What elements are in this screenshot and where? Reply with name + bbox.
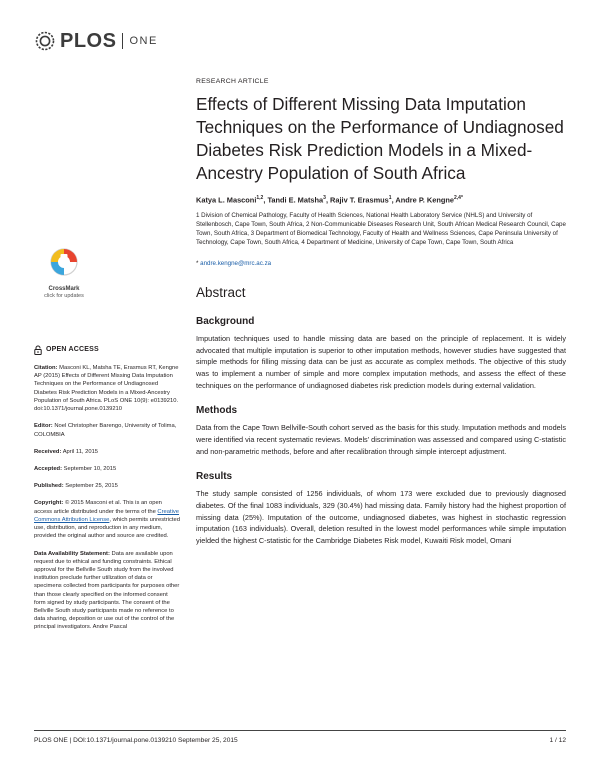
plos-one-logo <box>34 30 158 52</box>
corresponding-email <box>196 260 566 267</box>
copyright-label: Copyright: <box>34 500 64 507</box>
article-type: RESEARCH ARTICLE <box>196 78 269 85</box>
copyright-block <box>34 499 180 540</box>
editor-block <box>34 422 180 438</box>
accepted-label: Accepted: <box>34 465 63 472</box>
affiliations: 1 Division of Chemical Pathology, Faculty of Health Sciences, National Health Laboratory Service (NHLS) and University of Stellenbosch, Cape Town, South Africa, 2 Non-Communicable Diseases Research Unit, South African Medical Research Council, Cape Town, South Africa, 3 Department of Biomedical Technology, Faculty of Health and Wellness Sciences, Cape Peninsula University of Technology, Cape Town, South Africa, 4 Department of Medicine, University of Cape Town, Cape Town, South Africa <box>196 211 566 246</box>
published-label: Published: <box>34 483 64 490</box>
results-heading: Results <box>196 471 233 483</box>
availability-label: Data Availability Statement: <box>34 550 110 557</box>
logo-divider <box>122 33 123 49</box>
editor-text: Noel Christopher Barengo, University of Tolima, COLOMBIA <box>34 423 177 438</box>
article-main <box>196 78 566 561</box>
open-access-label: OPEN ACCESS <box>46 346 99 354</box>
author-name: Tandi E. Matsha <box>267 194 324 204</box>
published-date: September 25, 2015 <box>65 483 118 490</box>
open-access-badge <box>34 345 180 355</box>
received-label: Received: <box>34 448 62 455</box>
background-text: Imputation techniques used to handle missing data are based on the principle of replacement. It is widely advocated that multiple imputation is superior to other imputation methods, however studies have suggested that simple methods for filling missing data can be just as accurate as complex methods. The objective of this study was to implement a number of simple and more complex imputation methods, and assess the effect of these techniques on the performance of undiagnosed diabetes risk prediction models during external validation. <box>196 333 566 390</box>
published-block <box>34 482 180 490</box>
accepted-date: September 10, 2015 <box>63 465 117 472</box>
article-title: Effects of Different Missing Data Imputation Techniques on the Performance of Undiagnosed Diabetes Risk Prediction Models in a Mixed-Ancestry Population of South Africa <box>196 94 564 183</box>
editor-label: Editor: <box>34 423 53 430</box>
crossmark-sublabel: click for updates <box>44 292 84 299</box>
methods-text: Data from the Cape Town Bellville-South cohort served as the basis for this study. Imputation methods and models were identified via recent systematic reviews. Models' discrimination was assessed and compared using C-statistic and non-parametric methods, before and after recalibration through simple intercept adjustment. <box>196 423 566 456</box>
received-date: April 11, 2015 <box>62 448 99 455</box>
citation-block <box>34 364 180 413</box>
author-list: Katya L. Masconi$^{1,2}$, Tandi E. Matsha$^3$, Rajiv T. Erasmus$^1$, Andre P. Kengne$^{2,4*}$ <box>196 194 463 204</box>
open-lock-icon <box>34 345 42 355</box>
author-affiliation-sup: 1 <box>388 194 392 201</box>
accepted-block <box>34 465 180 473</box>
results-text: The study sample consisted of 1256 individuals, of whom 173 were excluded due to previously diagnosed diabetes. Of the final 1083 individuals, 329 (30.4%) had missing data. Family history had the highest proportion of missing data (25%). Imputation of the outcome, undiagnosed diabetes, was highest in stochastic regression imputation (163 individuals). Overall, deletion resulted in the lowest model performances while simple imputation yielded the highest C-statistic for the Cambridge Diabetes Risk model, Kuwaiti Risk model, Omani <box>196 489 566 545</box>
corresponding-star: * <box>196 259 199 267</box>
crossmark-icon <box>34 240 94 286</box>
citation-label: Citation: <box>34 365 58 371</box>
background-heading: Background <box>196 315 255 327</box>
abstract-heading: Abstract <box>196 284 246 300</box>
email-link[interactable]: andre.kengne@mrc.ac.za <box>200 259 272 267</box>
license-link[interactable]: Creative Commons Attribution License <box>34 508 180 523</box>
citation-text: Masconi KL, Matsha TE, Erasmus RT, Kengne AP (2015) Effects of Different Missing Data Imputation Techniques on the Performance of Undiagnosed Diabetes Risk Prediction Models in a Mixed-Ancestry Population of South Africa. PLoS ONE 10(9): e0139210. doi:10.1371/journal.pone.0139210 <box>34 365 179 413</box>
journal-name: ONE <box>129 35 158 47</box>
plos-brand: PLOS <box>60 29 117 52</box>
data-availability-block <box>34 550 180 632</box>
article-info-sidebar <box>34 345 180 641</box>
author-name: Katya L. Masconi <box>196 194 257 204</box>
crossmark-label[interactable] <box>34 286 94 299</box>
footer-citation: PLOS ONE | DOI:10.1371/journal.pone.0139210 September 25, 2015 <box>34 737 238 744</box>
methods-heading: Methods <box>196 405 238 417</box>
author-name: Rajiv T. Erasmus <box>330 194 389 204</box>
page-footer <box>34 730 566 744</box>
plos-logo-icon <box>34 30 56 52</box>
received-block <box>34 448 180 456</box>
copyright-text-end: , which permits unrestricted use, distribution, and reproduction in any medium, provided the original author and source are credited. <box>34 516 180 540</box>
page-number: 1 / 12 <box>549 737 566 744</box>
author-affiliation-sup: 3 <box>323 194 326 201</box>
author-affiliation-sup: 1,2 <box>256 194 264 201</box>
author-name: Andre P. Kengne <box>395 194 455 204</box>
copyright-text: © 2015 Masconi et al. This is an open access article distributed under the terms of the <box>34 500 162 515</box>
author-affiliation-sup: 2,4* <box>454 194 463 201</box>
availability-text: Data are available upon request due to ethical and funding constraints. Ethical approval for the Bellville South study from the involved institution preclude further utilization of data or specimens collected from participants for purposes other than those clearly specified on the informed consent form signed by study participants. The consent of the Bellville South study participants made no reference to data sharing, deposition or use out of the control of the principal investigators. Andre Pascal <box>34 550 180 631</box>
crossmark-title: CrossMark <box>48 286 80 292</box>
